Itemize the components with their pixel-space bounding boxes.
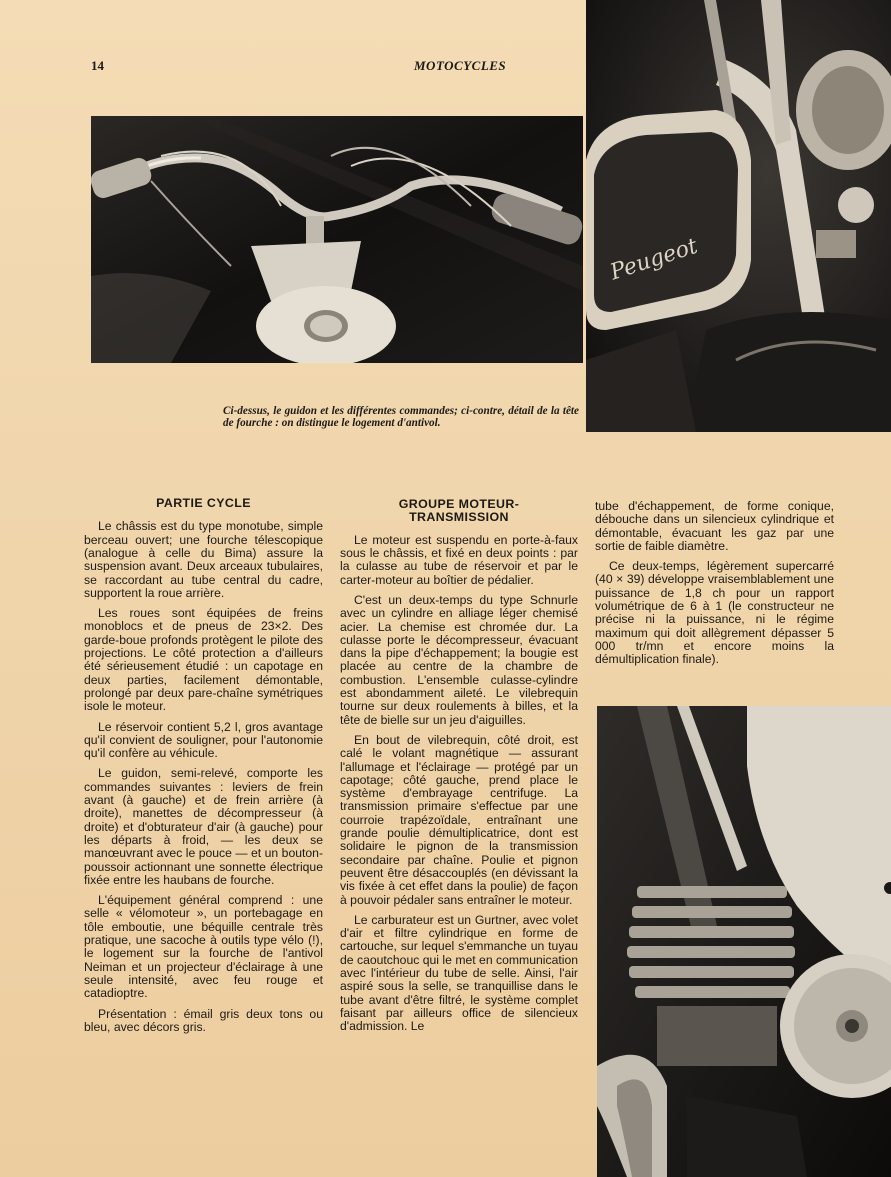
tank-brand-logo: Peugeot [607,233,701,286]
groupe-moteur-heading: GROUPE MOTEUR-TRANSMISSION [398,497,520,525]
photo-caption: Ci-dessus, le guidon et les différentes commandes; ci-contre, détail de la tête de fourche : on distingue le logement d'antivol. [223,405,579,429]
paragraph: C'est un deux-temps du type Schnurle avec un cylindre en alliage léger chemisé acier. La chemise est chromée dur. La culasse porte le décompresseur, évacuant dans la pipe d'échappement; la bougie est placée au centre de la chambre de combustion. L'ensemble culasse-cylindre est abondamment aileté. Le vilebrequin tourne sur deux roulements à billes, et la tête de bielle sur un jeu d'aiguilles. [340,593,578,727]
fork-head-photo [586,0,891,432]
continuation-column [595,500,834,667]
partie-cycle-column [84,497,323,1034]
running-header: MOTOCYCLES [414,58,507,73]
binder-hole [884,882,891,894]
paragraph: Le carburateur est un Gurtner, avec volet d'air et filtre cylindrique en forme de cartouche, sur lequel s'emmanche un tuyau de caoutchouc qui le met en communication avec l'intérieur du tube de selle. Ainsi, l'air aspiré sous la selle, se tranquillise dans le tube avant d'être filtré, le système complet faisant par ailleurs office de silencieux d'admission. Le [340,912,578,1034]
groupe-moteur-column [340,498,578,1034]
paragraph: Le moteur est suspendu en porte-à-faux sous le châssis, et fixé en deux points : par la culasse au tube de réservoir et par le carter-moteur au boîtier de pédalier. [340,532,578,587]
paragraph: Le réservoir contient 5,2 l, gros avantage qu'il convient de souligner, pour l'autonomie qu'il confère au véhicule. [84,719,323,761]
paragraph: Le guidon, semi-relevé, comporte les commandes suivantes : leviers de frein avant (à gauche) et de frein arrière (à droite), manettes de décompresseur (à droite) et d'obturateur d'air (à gauche) pour les départs à froid, — les deux se manœuvrant avec le pouce — et un bouton-poussoir actionnant une sonnette électrique fixée entre les haubans de fourche. [84,766,323,887]
paragraph: Présentation : émail gris deux tons ou bleu, avec décors gris. [84,1006,323,1034]
paragraph: En bout de vilebrequin, côté droit, est calé le volant magnétique — assurant l'allumage et l'éclairage — protégé par un capotage; côté gauche, prend place le système d'embrayage centrifuge. La transmission primaire s'effectue par une courroie trapézoïdale, entraînant une grande poulie démultiplicatrice, dont est solidaire le pignon de la transmission secondaire par chaîne. Poulie et pignon peuvent être désaccouplés (en dévissant la vis fixée à cet effet dans la poulie) de façon à pouvoir pédaler sans entraîner le moteur. [340,732,578,907]
paragraph: L'équipement général comprend : une selle « vélomoteur », un portebagage en tôle emboutie, une béquille centrale très pratique, une sacoche à outils type vélo (!), le logement sur la fourche de l'antivol Neiman et un projecteur d'éclairage à une seule intensité, avec feu rouge et catadioptre. [84,893,323,1001]
paragraph: tube d'échappement, de forme conique, débouche dans un silencieux cylindrique et démontable, évacuant les gaz par une sortie de faible diamètre. [595,499,834,553]
paragraph: Ce deux-temps, légèrement supercarré (40 × 39) développe vraisemblablement une puissance de 1,8 ch pour un rapport volumétrique de 6 à 1 (le constructeur ne précise ni la puissance, ni le régime maximum qui doit allègrement dépasser 5 000 tr/mn et encore moins la démultiplication finale). [595,559,834,667]
paragraph: Les roues sont équipées de freins monoblocs et de pneus de 23×2. Des garde-boue profonds protègent le pilote des projections. Le côté protection a d'ailleurs été sérieusement étudié : un capotage en deux parties, facilement démontable, prolongé par deux pare-chaîne symétriques isole le moteur. [84,606,323,714]
paragraph: Le châssis est du type monotube, simple berceau ouvert; une fourche télescopique (analogue à celle du Bima) assure la suspension avant. Deux arceaux tubulaires, se raccordant au tube central du cadre, supportent la roue arrière. [84,519,323,600]
handlebar-photo [91,116,583,363]
page-number: 14 [91,58,104,73]
partie-cycle-heading: PARTIE CYCLE [156,496,251,510]
engine-photo [597,706,891,1177]
